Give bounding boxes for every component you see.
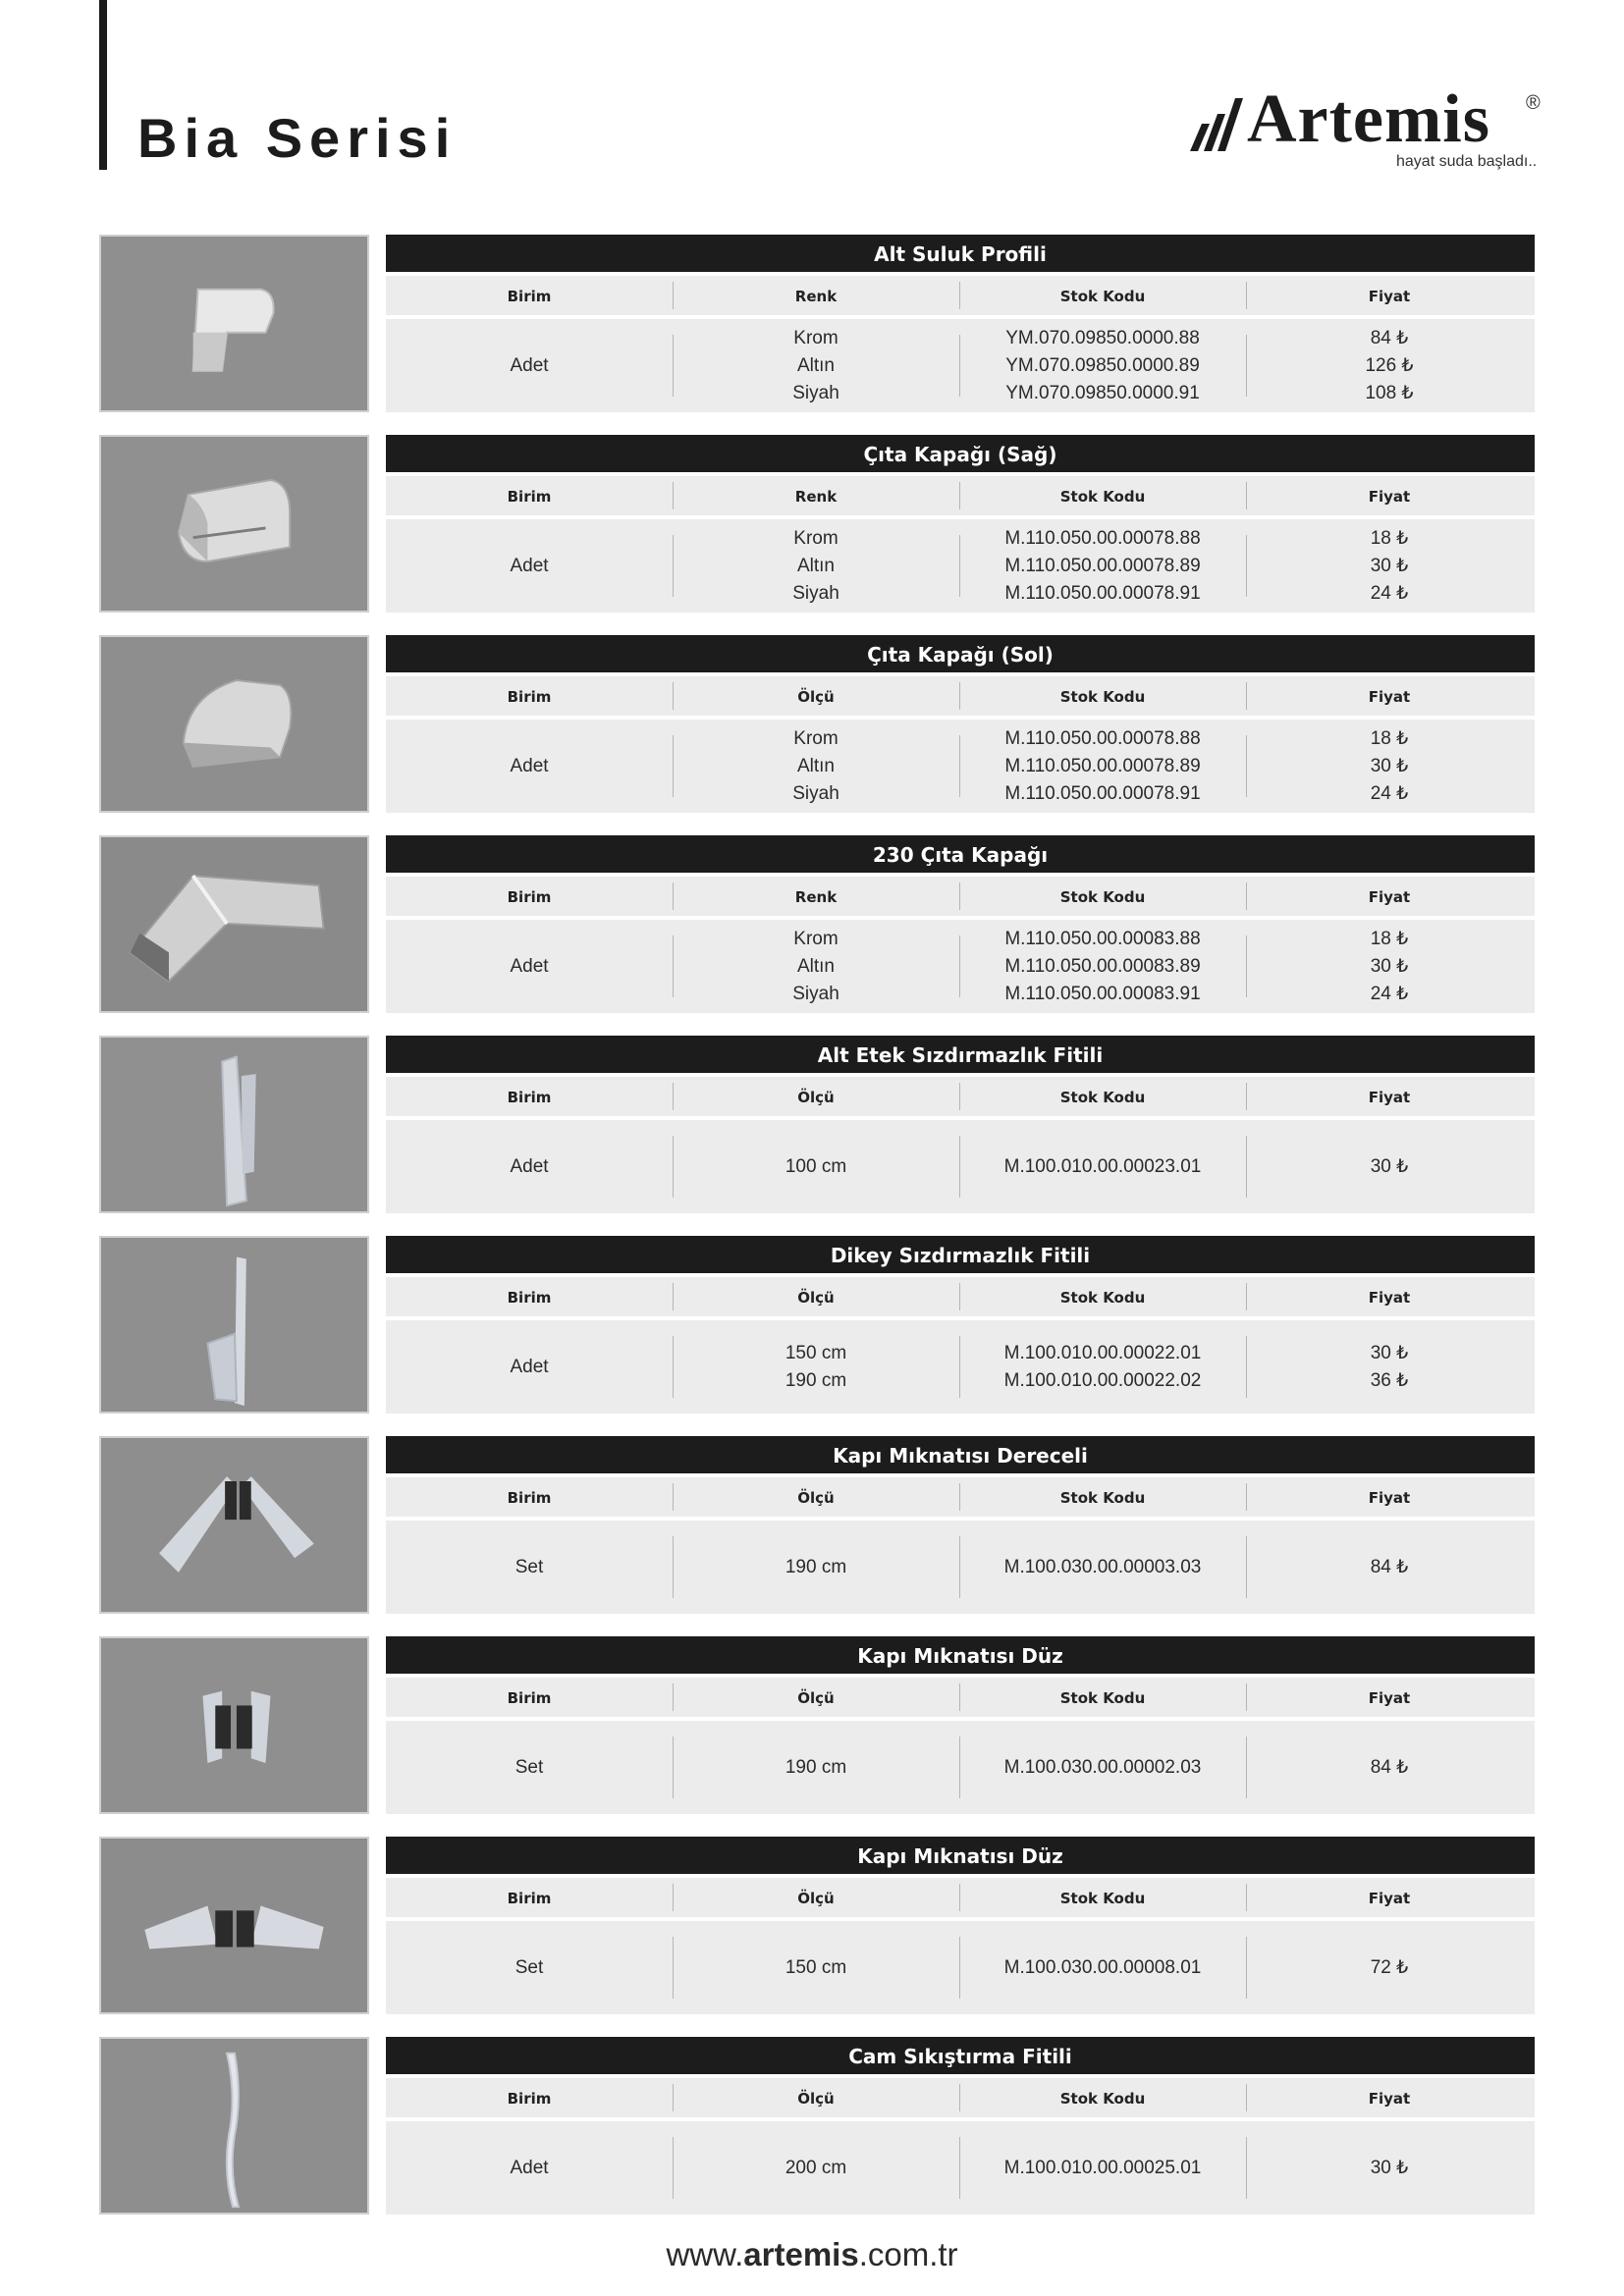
unit-cell xyxy=(386,1521,673,1614)
product-block xyxy=(99,1436,1535,1614)
column-divider xyxy=(1246,1884,1247,1911)
variant-value: Siyah xyxy=(792,983,839,1004)
column-divider xyxy=(673,1483,674,1511)
stock-code-value: M.110.050.00.00078.91 xyxy=(1004,782,1201,804)
product-title: Alt Etek Sızdırmazlık Fitili xyxy=(386,1036,1535,1073)
column-divider xyxy=(1246,535,1247,597)
variant-value: Altın xyxy=(796,555,836,576)
variant-cell xyxy=(673,1320,959,1414)
column-divider xyxy=(673,2137,674,2199)
column-header: Stok Kodu xyxy=(1059,1890,1146,1907)
stock-code-value: M.100.010.00.00025.01 xyxy=(1003,2157,1202,2178)
column-header: Stok Kodu xyxy=(1059,1489,1146,1507)
product-table xyxy=(386,1036,1535,1213)
column-divider xyxy=(959,535,960,597)
column-divider xyxy=(1246,1483,1247,1511)
column-header: Fiyat xyxy=(1368,1289,1411,1307)
price-value: 30 ₺ xyxy=(1370,755,1409,776)
column-divider xyxy=(959,1136,960,1198)
stock-code-value: M.110.050.00.00083.91 xyxy=(1004,983,1201,1004)
column-divider xyxy=(673,1136,674,1198)
product-block xyxy=(99,2037,1535,2215)
product-table xyxy=(386,2037,1535,2215)
variant-cell xyxy=(673,1521,959,1614)
product-table xyxy=(386,1636,1535,1814)
product-title: Çıta Kapağı (Sağ) xyxy=(386,435,1535,472)
column-divider xyxy=(1246,282,1247,309)
variant-value: Krom xyxy=(793,727,839,749)
price-value: 30 ₺ xyxy=(1370,1342,1409,1363)
column-header: Birim xyxy=(507,688,552,706)
page-title: Bia Serisi xyxy=(137,107,458,169)
stock-code-cell xyxy=(959,1921,1246,2014)
price-cell xyxy=(1246,1521,1533,1614)
brand-logo xyxy=(1188,81,1551,175)
variant-cell xyxy=(673,1921,959,2014)
table-header-row xyxy=(386,476,1535,515)
variant-value: 190 cm xyxy=(785,1369,847,1391)
table-body-row xyxy=(386,319,1535,412)
unit-cell xyxy=(386,2121,673,2215)
unit-cell xyxy=(386,1120,673,1213)
variant-value: Altın xyxy=(796,354,836,376)
column-header: Birim xyxy=(507,1890,552,1907)
column-divider xyxy=(1246,2137,1247,2199)
variant-value: 190 cm xyxy=(785,1556,847,1577)
unit-value: Set xyxy=(514,1956,544,1978)
stock-code-cell xyxy=(959,720,1246,813)
table-body-row xyxy=(386,1320,1535,1414)
url-domain: artemis xyxy=(743,2236,859,2272)
table-header-row xyxy=(386,1477,1535,1517)
price-cell xyxy=(1246,2121,1533,2215)
column-header: Birim xyxy=(507,488,552,506)
product-block xyxy=(99,1837,1535,2014)
unit-cell xyxy=(386,519,673,613)
table-header-row xyxy=(386,1878,1535,1917)
unit-cell xyxy=(386,1921,673,2014)
column-divider xyxy=(959,1083,960,1110)
variant-value: 100 cm xyxy=(785,1155,847,1177)
variant-value: Siyah xyxy=(792,782,839,804)
stock-code-value: YM.070.09850.0000.88 xyxy=(1005,327,1200,348)
column-header: Stok Kodu xyxy=(1059,1689,1146,1707)
product-block xyxy=(99,235,1535,412)
product-title: Dikey Sızdırmazlık Fitili xyxy=(386,1236,1535,1273)
table-header-row xyxy=(386,676,1535,716)
product-block xyxy=(99,1036,1535,1213)
price-cell xyxy=(1246,319,1533,412)
price-value: 126 ₺ xyxy=(1365,354,1414,376)
table-body-row xyxy=(386,1921,1535,2014)
unit-cell xyxy=(386,720,673,813)
unit-value: Adet xyxy=(510,755,549,776)
column-divider xyxy=(673,2084,674,2111)
product-title: Kapı Mıknatısı Düz xyxy=(386,1837,1535,1874)
column-divider xyxy=(1246,1336,1247,1398)
column-header: Fiyat xyxy=(1368,2090,1411,2108)
variant-value: Krom xyxy=(793,928,839,949)
price-value: 72 ₺ xyxy=(1370,1956,1409,1978)
price-value: 84 ₺ xyxy=(1370,1756,1409,1778)
column-header: Fiyat xyxy=(1368,888,1411,906)
stock-code-cell xyxy=(959,1521,1246,1614)
unit-cell xyxy=(386,1721,673,1814)
product-photo xyxy=(99,1636,369,1814)
brand-stripes-icon xyxy=(1188,94,1243,153)
product-block xyxy=(99,1236,1535,1414)
registered-mark: ® xyxy=(1526,92,1541,114)
column-divider xyxy=(673,735,674,797)
price-value: 30 ₺ xyxy=(1370,555,1409,576)
variant-cell xyxy=(673,2121,959,2215)
column-divider xyxy=(959,1536,960,1598)
product-photo xyxy=(99,1436,369,1614)
stock-code-value: M.100.030.00.00002.03 xyxy=(1003,1756,1202,1778)
column-divider xyxy=(959,335,960,397)
product-title: Çıta Kapağı (Sol) xyxy=(386,635,1535,672)
column-header: Ölçü xyxy=(797,1089,835,1106)
variant-value: Siyah xyxy=(792,382,839,403)
product-title: Kapı Mıknatısı Düz xyxy=(386,1636,1535,1674)
stock-code-cell xyxy=(959,1120,1246,1213)
product-table xyxy=(386,1837,1535,2014)
price-cell xyxy=(1246,1320,1533,1414)
unit-value: Adet xyxy=(510,555,549,576)
stock-code-value: M.100.010.00.00022.02 xyxy=(1003,1369,1202,1391)
column-divider xyxy=(959,282,960,309)
stock-code-value: M.110.050.00.00078.88 xyxy=(1004,527,1201,549)
table-body-row xyxy=(386,1521,1535,1614)
column-divider xyxy=(673,682,674,710)
column-divider xyxy=(959,935,960,997)
price-cell xyxy=(1246,1120,1533,1213)
price-value: 84 ₺ xyxy=(1370,1556,1409,1577)
column-header: Stok Kodu xyxy=(1059,2090,1146,2108)
price-cell xyxy=(1246,720,1533,813)
price-value: 24 ₺ xyxy=(1370,582,1409,604)
column-header: Fiyat xyxy=(1368,288,1411,305)
column-header: Stok Kodu xyxy=(1059,1289,1146,1307)
column-divider xyxy=(673,482,674,509)
price-cell xyxy=(1246,1921,1533,2014)
product-block xyxy=(99,835,1535,1013)
unit-value: Adet xyxy=(510,1155,549,1177)
price-value: 84 ₺ xyxy=(1370,327,1409,348)
product-photo xyxy=(99,1036,369,1213)
product-table xyxy=(386,1236,1535,1414)
column-divider xyxy=(959,1736,960,1798)
price-cell xyxy=(1246,1721,1533,1814)
column-divider xyxy=(1246,1283,1247,1310)
column-header: Birim xyxy=(507,2090,552,2108)
variant-cell xyxy=(673,720,959,813)
table-body-row xyxy=(386,920,1535,1013)
stock-code-value: M.110.050.00.00078.88 xyxy=(1004,727,1201,749)
column-divider xyxy=(1246,735,1247,797)
stock-code-value: M.110.050.00.00078.91 xyxy=(1004,582,1201,604)
product-block xyxy=(99,435,1535,613)
column-divider xyxy=(1246,1083,1247,1110)
product-photo xyxy=(99,1236,369,1414)
stock-code-value: M.100.030.00.00008.01 xyxy=(1003,1956,1202,1978)
column-divider xyxy=(959,1483,960,1511)
column-divider xyxy=(673,935,674,997)
stock-code-cell xyxy=(959,1721,1246,1814)
stock-code-cell xyxy=(959,1320,1246,1414)
price-value: 24 ₺ xyxy=(1370,983,1409,1004)
price-value: 18 ₺ xyxy=(1370,928,1409,949)
column-divider xyxy=(959,1884,960,1911)
price-value: 108 ₺ xyxy=(1365,382,1414,403)
price-cell xyxy=(1246,920,1533,1013)
product-block xyxy=(99,635,1535,813)
column-header: Ölçü xyxy=(797,2090,835,2108)
column-divider xyxy=(959,682,960,710)
variant-cell xyxy=(673,1120,959,1213)
stock-code-value: M.110.050.00.00083.89 xyxy=(1004,955,1201,977)
unit-value: Adet xyxy=(510,1356,549,1377)
column-divider xyxy=(1246,1937,1247,1999)
price-value: 18 ₺ xyxy=(1370,727,1409,749)
unit-value: Set xyxy=(514,1556,544,1577)
column-header: Ölçü xyxy=(797,1890,835,1907)
header-accent-bar xyxy=(99,0,107,170)
product-title: Cam Sıkıştırma Fitili xyxy=(386,2037,1535,2074)
column-divider xyxy=(673,1736,674,1798)
column-header: Fiyat xyxy=(1368,688,1411,706)
column-divider xyxy=(959,2084,960,2111)
stock-code-value: M.110.050.00.00078.89 xyxy=(1004,555,1201,576)
column-divider xyxy=(1246,482,1247,509)
variant-value: 200 cm xyxy=(785,2157,847,2178)
unit-cell xyxy=(386,319,673,412)
column-divider xyxy=(1246,1536,1247,1598)
product-photo xyxy=(99,835,369,1013)
column-divider xyxy=(673,882,674,910)
column-header: Fiyat xyxy=(1368,1689,1411,1707)
unit-value: Set xyxy=(514,1756,544,1778)
column-divider xyxy=(1246,682,1247,710)
table-body-row xyxy=(386,1721,1535,1814)
product-table xyxy=(386,235,1535,412)
column-divider xyxy=(959,1336,960,1398)
column-divider xyxy=(673,1884,674,1911)
column-divider xyxy=(959,735,960,797)
price-value: 30 ₺ xyxy=(1370,1155,1409,1177)
column-header: Ölçü xyxy=(797,1489,835,1507)
product-photo xyxy=(99,1837,369,2014)
price-value: 18 ₺ xyxy=(1370,527,1409,549)
url-prefix: www. xyxy=(666,2236,744,2272)
column-header: Birim xyxy=(507,888,552,906)
url-suffix: .com.tr xyxy=(858,2236,958,2272)
table-body-row xyxy=(386,519,1535,613)
column-header: Birim xyxy=(507,1689,552,1707)
stock-code-value: YM.070.09850.0000.91 xyxy=(1005,382,1200,403)
stock-code-cell xyxy=(959,519,1246,613)
column-divider xyxy=(1246,335,1247,397)
column-header: Stok Kodu xyxy=(1059,1089,1146,1106)
column-divider xyxy=(959,482,960,509)
column-header: Stok Kodu xyxy=(1059,488,1146,506)
column-divider xyxy=(1246,882,1247,910)
variant-value: Altın xyxy=(796,955,836,977)
product-photo xyxy=(99,435,369,613)
column-divider xyxy=(1246,1136,1247,1198)
column-divider xyxy=(959,882,960,910)
column-header: Ölçü xyxy=(797,688,835,706)
variant-value: Siyah xyxy=(792,582,839,604)
column-divider xyxy=(673,1336,674,1398)
table-header-row xyxy=(386,877,1535,916)
brand-tagline: hayat suda başladı.. xyxy=(1396,153,1538,170)
unit-value: Adet xyxy=(510,955,549,977)
variant-cell xyxy=(673,920,959,1013)
table-body-row xyxy=(386,720,1535,813)
stock-code-value: M.100.010.00.00023.01 xyxy=(1003,1155,1202,1177)
column-divider xyxy=(673,335,674,397)
column-divider xyxy=(959,1683,960,1711)
column-divider xyxy=(673,1536,674,1598)
table-body-row xyxy=(386,1120,1535,1213)
column-header: Fiyat xyxy=(1368,1489,1411,1507)
price-value: 36 ₺ xyxy=(1370,1369,1409,1391)
unit-value: Adet xyxy=(510,354,549,376)
product-table xyxy=(386,635,1535,813)
column-header: Birim xyxy=(507,288,552,305)
product-block xyxy=(99,1636,1535,1814)
column-divider xyxy=(673,282,674,309)
column-divider xyxy=(673,1083,674,1110)
column-header: Stok Kodu xyxy=(1059,888,1146,906)
table-header-row xyxy=(386,1277,1535,1316)
variant-value: Krom xyxy=(793,327,839,348)
website-url[interactable] xyxy=(0,2236,1624,2273)
column-header: Birim xyxy=(507,1289,552,1307)
stock-code-cell xyxy=(959,920,1246,1013)
column-divider xyxy=(673,1283,674,1310)
table-header-row xyxy=(386,2078,1535,2117)
variant-value: Altın xyxy=(796,755,836,776)
brand-name: Artemis xyxy=(1247,81,1491,157)
column-header: Renk xyxy=(794,488,838,506)
stock-code-value: M.100.030.00.00003.03 xyxy=(1003,1556,1202,1577)
column-header: Fiyat xyxy=(1368,1890,1411,1907)
table-header-row xyxy=(386,1678,1535,1717)
unit-cell xyxy=(386,1320,673,1414)
column-divider xyxy=(673,535,674,597)
column-divider xyxy=(673,1683,674,1711)
stock-code-cell xyxy=(959,2121,1246,2215)
variant-cell xyxy=(673,1721,959,1814)
column-divider xyxy=(673,1937,674,1999)
column-header: Ölçü xyxy=(797,1289,835,1307)
column-header: Birim xyxy=(507,1089,552,1106)
product-photo xyxy=(99,2037,369,2215)
table-header-row xyxy=(386,1077,1535,1116)
product-photo xyxy=(99,635,369,813)
variant-value: Krom xyxy=(793,527,839,549)
column-divider xyxy=(1246,1683,1247,1711)
variant-cell xyxy=(673,519,959,613)
table-header-row xyxy=(386,276,1535,315)
product-table xyxy=(386,1436,1535,1614)
column-divider xyxy=(1246,1736,1247,1798)
variant-value: 150 cm xyxy=(785,1342,847,1363)
product-table xyxy=(386,435,1535,613)
product-title: Kapı Mıknatısı Dereceli xyxy=(386,1436,1535,1473)
column-header: Stok Kodu xyxy=(1059,688,1146,706)
unit-cell xyxy=(386,920,673,1013)
column-divider xyxy=(959,1283,960,1310)
variant-cell xyxy=(673,319,959,412)
stock-code-value: M.110.050.00.00083.88 xyxy=(1004,928,1201,949)
column-header: Birim xyxy=(507,1489,552,1507)
stock-code-value: M.110.050.00.00078.89 xyxy=(1004,755,1201,776)
product-title: 230 Çıta Kapağı xyxy=(386,835,1535,873)
product-table xyxy=(386,835,1535,1013)
column-header: Fiyat xyxy=(1368,1089,1411,1106)
column-divider xyxy=(959,1937,960,1999)
column-header: Ölçü xyxy=(797,1689,835,1707)
price-value: 30 ₺ xyxy=(1370,2157,1409,2178)
price-value: 24 ₺ xyxy=(1370,782,1409,804)
price-cell xyxy=(1246,519,1533,613)
column-divider xyxy=(1246,2084,1247,2111)
column-header: Renk xyxy=(794,888,838,906)
column-header: Renk xyxy=(794,288,838,305)
variant-value: 190 cm xyxy=(785,1756,847,1778)
table-body-row xyxy=(386,2121,1535,2215)
column-divider xyxy=(1246,935,1247,997)
stock-code-value: YM.070.09850.0000.89 xyxy=(1005,354,1200,376)
variant-value: 150 cm xyxy=(785,1956,847,1978)
unit-value: Adet xyxy=(510,2157,549,2178)
product-title: Alt Suluk Profili xyxy=(386,235,1535,272)
stock-code-value: M.100.010.00.00022.01 xyxy=(1003,1342,1202,1363)
product-photo xyxy=(99,235,369,412)
price-value: 30 ₺ xyxy=(1370,955,1409,977)
stock-code-cell xyxy=(959,319,1246,412)
column-header: Stok Kodu xyxy=(1059,288,1146,305)
column-header: Fiyat xyxy=(1368,488,1411,506)
column-divider xyxy=(959,2137,960,2199)
